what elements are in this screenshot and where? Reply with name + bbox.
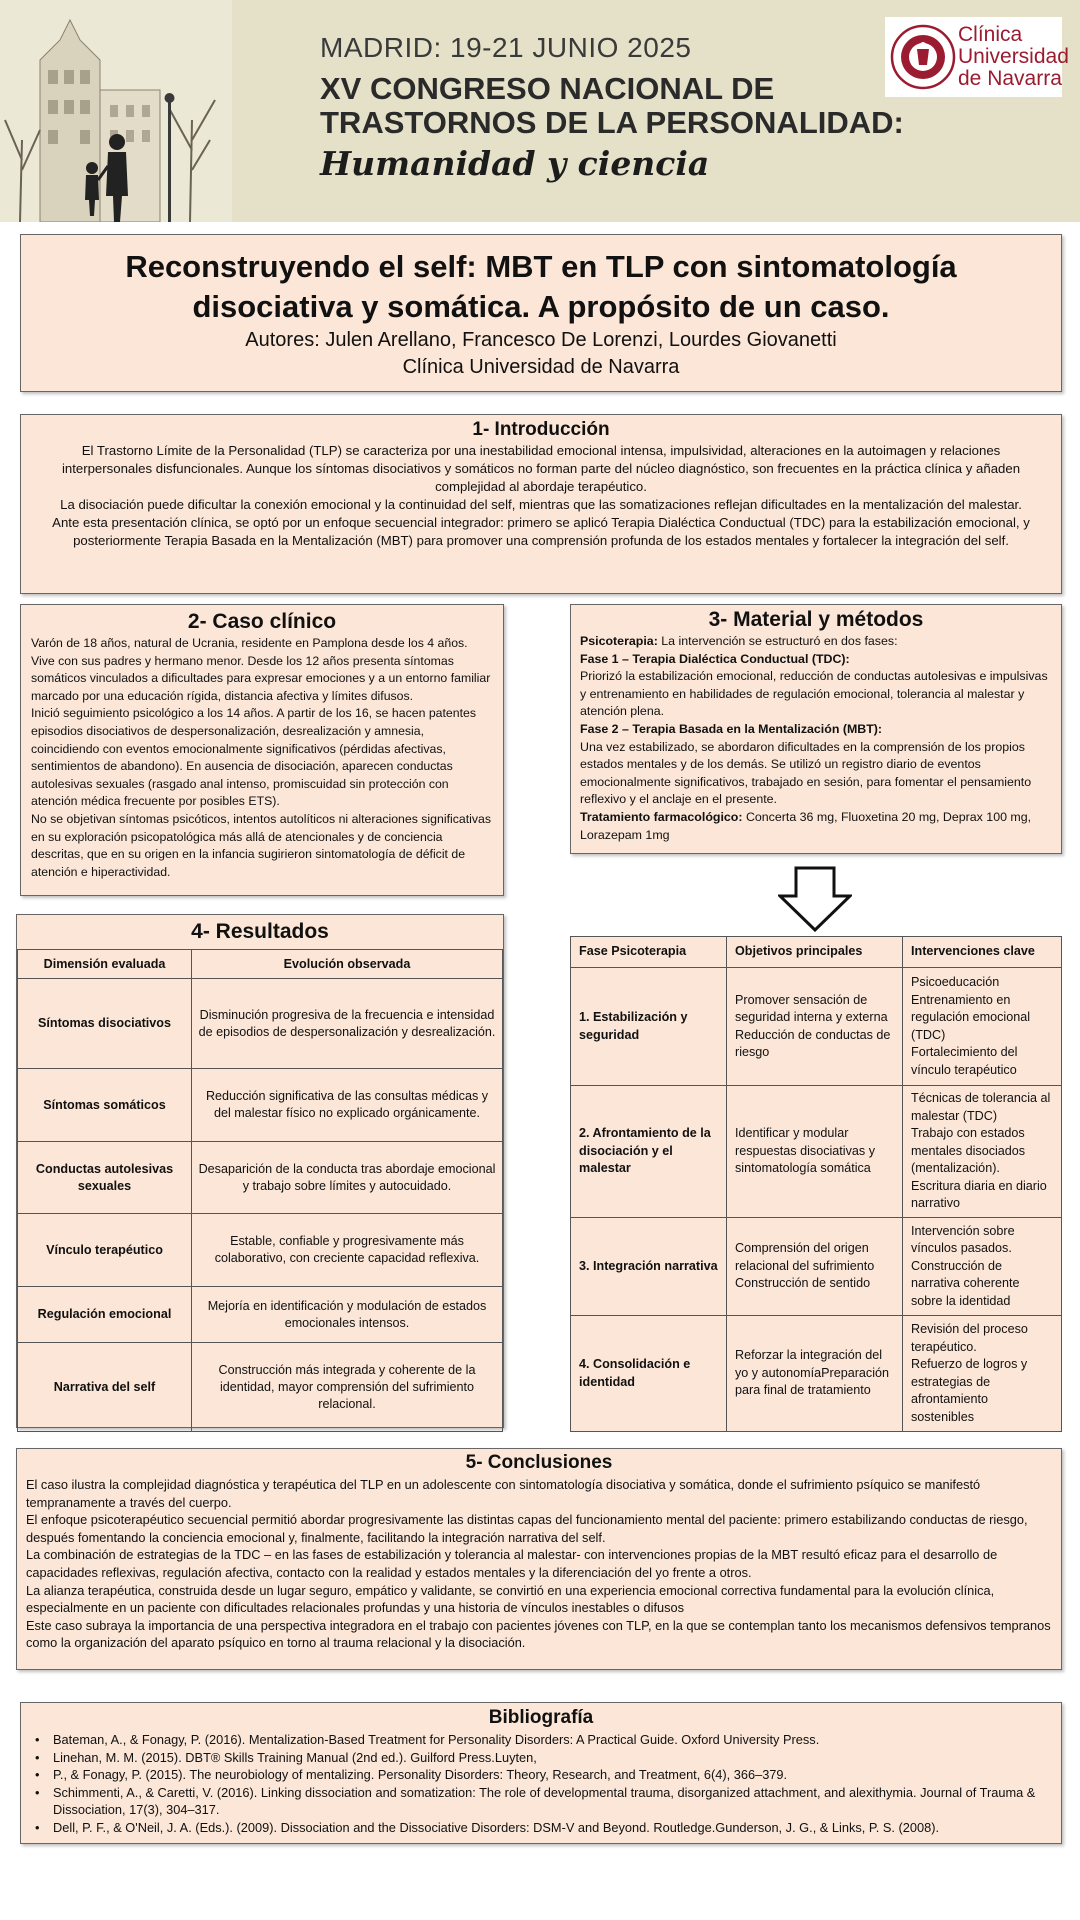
intervencion-item: Intervención sobre vínculos pasados. [911, 1223, 1015, 1256]
table-row [18, 1287, 503, 1343]
table-row [571, 968, 1062, 1086]
table-row [18, 1343, 503, 1432]
intervencion-item: Trabajo con estados mentales disociados (mentalización). [911, 1126, 1026, 1176]
clinica-logo [885, 17, 1069, 97]
university-seal-icon [888, 19, 958, 95]
objetivos-cell [727, 1218, 903, 1316]
header-illustration [0, 0, 232, 222]
fase-cell: 1. Estabilización y seguridad [571, 968, 727, 1086]
section-title: Bibliografía [488, 1707, 594, 1728]
section-material-metodos [570, 604, 1062, 854]
column-header: Intervenciones clave [903, 937, 1062, 968]
logo-line1: Clínica [958, 23, 1023, 46]
congress-date: MADRID: 19-21 JUNIO 2025 [320, 32, 692, 63]
section-introduccion [20, 414, 1062, 594]
fase2-text: Una vez estabilizado, se abordaron dificultades en la comprensión de los propios estados mentales y de los demás. Se utilizó un registro diario de eventos emocionalmente significativos, trabajado en sesión, para fomentar el pensamiento reflexivo y el anclaje en el presente. [580, 739, 1032, 807]
reference-item: • Bateman, A., & Fonagy, P. (2016). Mentalization-Based Treatment for Personality Disorders: A Practical Guide. Oxford University Press. [35, 1731, 1047, 1749]
objetivo-item: Construcción de sentido [735, 1276, 871, 1291]
column-header: Evolución observada [192, 950, 503, 979]
caso-paragraph: Varón de 18 años, natural de Ucrania, residente en Pamplona desde los 4 años. Vive con sus padres y hermano menor. Desde los 12 años presenta síntomas somáticos vinculados a dificultades para expresar emociones y a un entorno familiar marcado por una educación rígida, distancia afectiva y límites difusos. [31, 636, 491, 703]
intervencion-item: Psicoeducación [911, 975, 1000, 989]
evolucion-cell: Mejoría en identificación y modulación de estados emocionales intensos. [192, 1287, 503, 1343]
dimension-cell: Conductas autolesivas sexuales [18, 1142, 192, 1214]
table-row [18, 1142, 503, 1214]
section-title: 5- Conclusiones [465, 1452, 613, 1473]
dimension-cell: Síntomas disociativos [18, 979, 192, 1069]
table-row [18, 1069, 503, 1142]
poster-title-line2: disociativa y somática. A propósito de un caso. [192, 289, 890, 324]
intro-paragraph: El Trastorno Límite de la Personalidad (TLP) se caracteriza por una inestabilidad emocional intensa, impulsividad, alteraciones en la autoimagen y relaciones interpersonales disfuncionales. Aunque los síntomas disociativos y somáticos no forman parte del núcleo diagnóstico, son frecuentes en la práctica clínica y añaden complejidad al abordaje terapéutico. [61, 443, 1021, 494]
section-title: 4- Resultados [191, 920, 329, 943]
reference-item: • P., & Fonagy, P. (2015). The neurobiology of mentalizing. Personality Disorders: Theory, Research, and Treatment, 6(4), 366–379. [35, 1766, 1047, 1784]
table-header-row [571, 937, 1062, 968]
section-title: 1- Introducción [472, 419, 610, 440]
logo-line2: Universidad [958, 45, 1069, 68]
congress-title-line1: XV CONGRESO NACIONAL DE [320, 71, 775, 106]
objetivo-item: Reforzar la integración del yo y autonomíaPreparación para final de tratamiento [735, 1348, 890, 1398]
objetivos-cell [727, 1316, 903, 1432]
farmacologico-line [571, 809, 1061, 844]
down-arrow-icon [778, 866, 852, 932]
section-title: 3- Material y métodos [708, 608, 924, 631]
table-header-row [18, 950, 503, 979]
dimension-cell: Vínculo terapéutico [18, 1214, 192, 1287]
table-row [571, 1316, 1062, 1432]
reference-item: • Linehan, M. M. (2015). DBT® Skills Training Manual (2nd ed.). Guilford Press.Luyten, [35, 1749, 1047, 1767]
fase1-text: Priorizó la estabilización emocional, reducción de conductas autolesivas e impulsivas y entrenamiento en habilidades de regulación emocional, tolerancia al malestar y atención plena. [580, 669, 1048, 719]
poster-title [21, 247, 1061, 327]
intervenciones-cell [903, 1086, 1062, 1218]
evolucion-cell: Desaparición de la conducta tras abordaje emocional y trabajo sobre límites y autocuidado. [192, 1142, 503, 1214]
logo-wordmark [958, 24, 1069, 90]
logo-line3: de Navarra [958, 67, 1062, 90]
evolucion-cell: Reducción significativa de las consultas médicas y del malestar físico no explicado orgánicamente. [192, 1069, 503, 1142]
intervenciones-cell [903, 968, 1062, 1086]
poster-affiliation: Clínica Universidad de Navarra [402, 356, 680, 378]
farmacologico-text: Concerta 36 mg, Fluoxetina 20 mg, Deprax 100 mg, Lorazepam 1mg [580, 809, 1032, 842]
intervencion-item: Construcción de narrativa coherente sobre la identidad [911, 1258, 1020, 1308]
intervencion-item: Revisión del proceso terapéutico. [911, 1322, 1028, 1354]
conclusion-paragraph: El caso ilustra la complejidad diagnóstica y terapéutica del TLP en un adolescente con sintomatología disociativa y somática, donde el sufrimiento psíquico se manifestó tempranamente a través del cuerpo. [26, 1477, 981, 1510]
intervencion-item: Fortalecimiento del vínculo terapéutico [911, 1045, 1018, 1077]
psicoterapia-text: La intervención se estructuró en dos fases: [657, 634, 898, 648]
table-row [18, 979, 503, 1069]
psicoterapia-label: Psicoterapia: [580, 634, 658, 648]
fase-cell: 4. Consolidación e identidad [571, 1316, 727, 1432]
fases-psicoterapia-table-wrap [570, 936, 1062, 1432]
objetivo-item: Reducción de conductas de riesgo [735, 1027, 891, 1059]
intro-paragraph: La disociación puede dificultar la conexión emocional y la continuidad del self, mientras que las somatizaciones reflejan dificultades en la mentalización del malestar. [60, 497, 1022, 512]
evolucion-cell: Estable, confiable y progresivamente más colaborativo, con creciente capacidad reflexiva. [192, 1214, 503, 1287]
congress-header [0, 0, 1080, 222]
intervencion-item: Refuerzo de logros y estrategias de afrontamiento sostenibles [911, 1357, 1028, 1424]
objetivo-item: Comprensión del origen relacional del sufrimiento [735, 1241, 875, 1273]
section-bibliografia [20, 1702, 1062, 1844]
poster-authors: Autores: Julen Arellano, Francesco De Lorenzi, Lourdes Giovanetti [245, 329, 837, 351]
objetivo-item: Identificar y modular respuestas disociativas y sintomatología somática [735, 1126, 875, 1176]
column-header: Fase Psicoterapia [571, 937, 727, 968]
intervenciones-cell [903, 1316, 1062, 1432]
conclusion-paragraph: La alianza terapéutica, construida desde un lugar seguro, empático y validante, se convirtió en una experiencia emocional correctiva fundamental para la evolución clínica, especialmente en un paciente con dificultades relacionales profundas y una historia de vínculos inestables o difusos [26, 1582, 995, 1616]
fase-cell: 2. Afrontamiento de la disociación y el malestar [571, 1086, 727, 1218]
reference-list [21, 1731, 1061, 1837]
caso-paragraph: Inició seguimiento psicológico a los 14 años. A partir de los 16, se hacen patentes episodios disociativos de despersonalización, desrealización y amnesia, coincidiendo con eventos emocionalmente significativos (pérdidas afectivas, sentimientos de abandono). En ausencia de disociación, aparecen conductas autolesivas sexuales (rasgado anal intenso, promiscuidad sin protección con atención médica frecuente por posibles ETS). [31, 706, 477, 809]
dimension-cell: Síntomas somáticos [18, 1069, 192, 1142]
objetivos-cell [727, 1086, 903, 1218]
reference-item: • Dell, P. F., & O'Neil, J. A. (Eds.). (2009). Dissociation and the Dissociative Disorders: DSM-V and Beyond. Routledge.Gunderson, J. G., & Links, P. S. (2008). [35, 1819, 1047, 1837]
column-header: Dimensión evaluada [18, 950, 192, 979]
poster-title-box [20, 234, 1062, 392]
congress-subtitle: Humanidad y ciencia [320, 144, 710, 183]
conclusion-paragraph: El enfoque psicoterapéutico secuencial permitió abordar progresivamente las distintas capas del funcionamiento mental del paciente: primero estabilizando conductas de riesgo, después fomentando la conciencia emocional y, finalmente, facilitando la integración narrativa del self. [26, 1512, 1028, 1545]
column-header: Objetivos principales [727, 937, 903, 968]
intervencion-item: Escritura diaria en diario narrativo [911, 1178, 1047, 1211]
section-conclusiones [16, 1448, 1062, 1670]
objetivos-cell [727, 968, 903, 1086]
intervencion-item: Técnicas de tolerancia al malestar (TDC) [911, 1091, 1051, 1123]
section-caso-clinico [20, 604, 504, 896]
evolucion-cell: Disminución progresiva de la frecuencia e intensidad de episodios de despersonalización y desrealización. [192, 979, 503, 1069]
conclusion-paragraph: Este caso subraya la importancia de una perspectiva integradora en el trabajo con pacientes jóvenes con TLP, en la que se contemplan tanto los mecanismos defensivos tempranos como la organización del aparato psíquico en torno al trauma relacional y la disociación. [26, 1617, 1051, 1651]
dimension-cell: Regulación emocional [18, 1287, 192, 1343]
dimension-cell: Narrativa del self [18, 1343, 192, 1432]
table-row [18, 1214, 503, 1287]
psicoterapia-line [571, 633, 1061, 651]
fase2-label: Fase 2 – Terapia Basada en la Mentalización (MBT): [580, 721, 883, 736]
resultados-table [17, 949, 503, 1432]
caso-paragraph: No se objetivan síntomas psicóticos, intentos autolíticos ni alteraciones significativas en su exploración psicopatológica más allá de atencionales y de conciencia descritas, que en su origen en la infancia sugirieron sintomatología de déficit de atención e hiperactividad. [31, 811, 491, 879]
fases-psicoterapia-table [570, 936, 1062, 1432]
table-row [571, 1086, 1062, 1218]
conclusion-paragraph: La combinación de estrategias de la TDC – en las fases de estabilización y tolerancia al malestar- con intervenciones propias de la MBT resultó eficaz para el desarrollo de capacidades reflexivas, regulación afectiva, contacto con la realidad y estados mentales y la diferenciación del yo frente a otros. [26, 1547, 998, 1580]
section-title: 2- Caso clínico [187, 610, 337, 633]
farmacologico-label: Tratamiento farmacológico: [580, 809, 743, 824]
intervencion-item: Entrenamiento en regulación emocional (TDC) [911, 992, 1031, 1042]
section-resultados [16, 914, 504, 1428]
reference-item: • Schimmenti, A., & Caretti, V. (2016). Linking dissociation and somatization: The role of developmental trauma, disorganized attachment, and alexithymia. Journal of Trauma & Dissociation, 17(3), 304–317. [35, 1784, 1047, 1819]
evolucion-cell: Construcción más integrada y coherente de la identidad, mayor comprensión del sufrimiento relacional. [192, 1343, 503, 1432]
congress-title-line2: TRASTORNOS DE LA PERSONALIDAD: [320, 105, 904, 140]
fase-cell: 3. Integración narrativa [571, 1218, 727, 1316]
table-row [571, 1218, 1062, 1316]
congress-title [320, 72, 904, 140]
poster-title-line1: Reconstruyendo el self: MBT en TLP con sintomatología [125, 249, 957, 284]
intro-paragraph: Ante esta presentación clínica, se optó por un enfoque secuencial integrador: primero se aplicó Terapia Dialéctica Conductual (TDC) para la estabilización emocional, y posteriormente Terapia Basada en la Mentalización (MBT) para promover una comprensión profunda de los estados mentales y fortalecer la integración del self. [52, 515, 1030, 548]
fase1-label: Fase 1 – Terapia Dialéctica Conductual (TDC): [580, 651, 850, 666]
objetivo-item: Promover sensación de seguridad interna y externa [735, 992, 888, 1024]
intervenciones-cell [903, 1218, 1062, 1316]
